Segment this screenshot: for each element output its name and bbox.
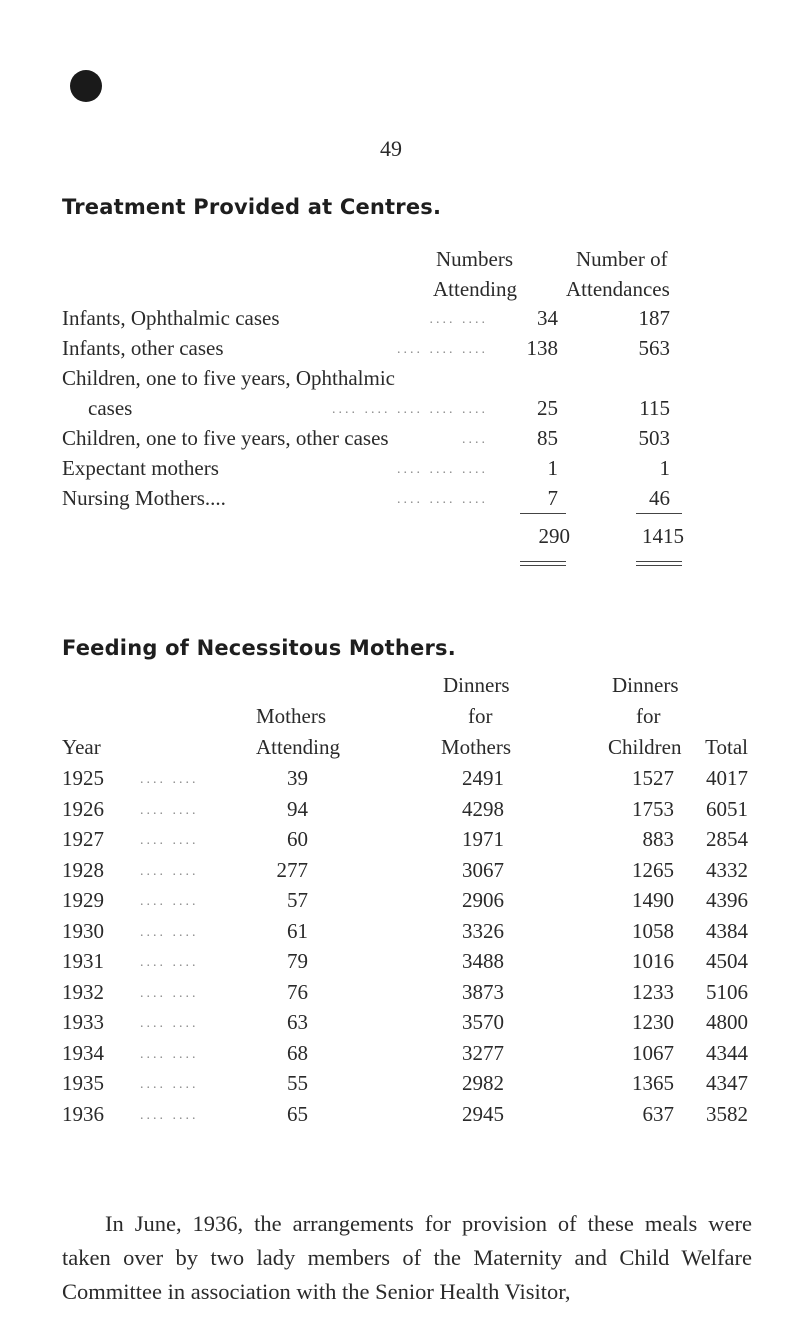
dinners-children-cell: 1265 (632, 857, 674, 882)
total-cell: 3582 (706, 1101, 748, 1126)
subtotal-rule (636, 513, 682, 514)
header-dinners-mothers-3: Mothers (441, 735, 511, 759)
total-cell: 4347 (706, 1071, 748, 1095)
total-cell: 4344 (706, 1040, 748, 1065)
dot-leader: .... .... (140, 1016, 199, 1031)
mothers-cell: 277 (276, 857, 308, 882)
header-dinners-mothers-2: for (468, 704, 493, 728)
dot-leader: .... .... .... (397, 492, 488, 507)
treatment-row-label-cont: cases (88, 396, 133, 420)
total-cell: 4396 (706, 888, 748, 912)
treatment-attendances-cell: 1 (659, 456, 670, 480)
total-cell: 4332 (706, 857, 748, 882)
treatment-attendances-cell: 115 (639, 396, 670, 420)
dinners-mothers-cell: 3570 (462, 1010, 504, 1034)
dinners-children-cell: 1058 (632, 918, 674, 943)
dot-leader: .... .... (140, 894, 199, 909)
dot-leader: .... .... (140, 924, 199, 940)
dinners-children-cell: 1490 (632, 888, 674, 912)
treatment-numbers-cell: 1 (547, 456, 558, 480)
year-cell: 1931 (62, 949, 104, 973)
treatment-numbers-cell: 85 (537, 426, 558, 450)
total-numbers: 290 (538, 524, 570, 548)
header-year: Year (62, 735, 101, 759)
mothers-cell: 57 (287, 888, 308, 912)
dinners-mothers-cell: 2491 (462, 766, 504, 790)
year-cell: 1936 (62, 1101, 104, 1126)
treatment-row-label: Infants, Ophthalmic cases (62, 306, 280, 330)
dot-leader: .... (462, 432, 488, 447)
treatment-row-label: Nursing Mothers.... (62, 486, 226, 510)
header-mothers-2: Attending (256, 735, 340, 759)
year-cell: 1926 (62, 796, 104, 821)
dot-leader: .... .... (140, 1107, 199, 1123)
treatment-attendances-cell: 503 (638, 426, 670, 450)
col-header-numbers-1: Numbers (436, 247, 513, 271)
treatment-attendances-cell: 187 (638, 306, 670, 330)
dinners-mothers-cell: 2945 (462, 1101, 504, 1126)
dot-leader: .... .... (140, 863, 199, 879)
subtotal-rule (520, 513, 566, 514)
dinners-children-cell: 883 (642, 827, 674, 851)
mothers-cell: 39 (287, 766, 308, 790)
mothers-cell: 68 (287, 1040, 308, 1065)
dot-leader: .... .... (140, 833, 199, 848)
dinners-mothers-cell: 3873 (462, 979, 504, 1004)
page-number: 49 (380, 136, 402, 161)
dinners-children-cell: 637 (642, 1101, 674, 1126)
ink-blot (70, 70, 102, 102)
dot-leader: .... .... (140, 985, 199, 1001)
dinners-children-cell: 1753 (632, 796, 674, 821)
dinners-children-cell: 1365 (632, 1071, 674, 1095)
dinners-mothers-cell: 3277 (462, 1040, 504, 1065)
dinners-children-cell: 1067 (632, 1040, 674, 1065)
header-dinners-children-2: for (636, 704, 661, 728)
total-cell: 4017 (706, 766, 748, 790)
dinners-mothers-cell: 1971 (462, 827, 504, 851)
treatment-title: Treatment Provided at Centres. (62, 195, 442, 219)
mothers-cell: 55 (287, 1071, 308, 1095)
treatment-row-label: Children, one to five years, other cases (62, 426, 389, 450)
treatment-numbers-cell: 7 (547, 486, 558, 510)
total-rule (520, 561, 566, 562)
header-mothers-1: Mothers (256, 704, 326, 728)
dot-leader: .... .... (140, 1046, 199, 1062)
year-cell: 1930 (62, 918, 104, 943)
col-header-attendances-2: Attendances (566, 277, 670, 301)
year-cell: 1935 (62, 1071, 104, 1095)
total-cell: 2854 (706, 827, 748, 851)
dinners-mothers-cell: 3326 (462, 918, 504, 943)
total-cell: 6051 (706, 796, 748, 821)
treatment-row-label: Expectant mothers (62, 456, 219, 480)
year-cell: 1928 (62, 857, 104, 882)
dinners-children-cell: 1016 (632, 949, 674, 973)
year-cell: 1929 (62, 888, 104, 912)
treatment-row-label: Infants, other cases (62, 336, 224, 360)
treatment-numbers-cell: 34 (537, 306, 558, 330)
treatment-numbers-cell: 25 (537, 396, 558, 420)
mothers-cell: 79 (287, 949, 308, 973)
header-dinners-children-1: Dinners (612, 673, 679, 697)
total-rule (520, 565, 566, 566)
total-attendances: 1415 (642, 524, 684, 548)
dinners-mothers-cell: 3067 (462, 857, 504, 882)
header-total: Total (705, 735, 748, 759)
treatment-numbers-cell: 138 (526, 336, 558, 360)
treatment-attendances-cell: 563 (638, 336, 670, 360)
total-cell: 5106 (706, 979, 748, 1004)
total-rule (636, 561, 682, 562)
total-cell: 4504 (706, 949, 748, 973)
year-cell: 1933 (62, 1010, 104, 1034)
dinners-children-cell: 1230 (632, 1010, 674, 1034)
mothers-cell: 63 (287, 1010, 308, 1034)
col-header-numbers-2: Attending (433, 277, 517, 301)
total-cell: 4384 (706, 918, 748, 943)
dot-leader: .... .... (140, 1077, 199, 1092)
closing-paragraph: In June, 1936, the arrangements for provision of these meals were taken over by two lady members of the Maternity and Child Welfare Committee in association with the Senior Health Visitor, (62, 1211, 752, 1304)
mothers-cell: 76 (287, 979, 308, 1004)
mothers-cell: 61 (287, 918, 308, 943)
treatment-attendances-cell: 46 (649, 486, 670, 510)
year-cell: 1925 (62, 766, 104, 790)
header-dinners-mothers-1: Dinners (443, 673, 510, 697)
mothers-cell: 60 (287, 827, 308, 851)
dinners-children-cell: 1527 (632, 766, 674, 790)
dot-leader: .... .... (140, 802, 199, 818)
dinners-mothers-cell: 3488 (462, 949, 504, 973)
dot-leader: .... .... (140, 955, 199, 970)
mothers-cell: 65 (287, 1101, 308, 1126)
dot-leader: .... .... .... (397, 342, 488, 357)
dinners-mothers-cell: 4298 (462, 796, 504, 821)
treatment-row-label: Children, one to five years, Ophthalmic (62, 366, 395, 390)
year-cell: 1934 (62, 1040, 104, 1065)
mothers-cell: 94 (287, 796, 308, 821)
dot-leader: .... .... (429, 312, 488, 327)
header-dinners-children-3: Children (608, 735, 682, 759)
total-cell: 4800 (706, 1010, 748, 1034)
dinners-children-cell: 1233 (632, 979, 674, 1004)
col-header-attendances-1: Number of (576, 247, 668, 271)
feeding-title: Feeding of Necessitous Mothers. (62, 636, 456, 660)
year-cell: 1927 (62, 827, 104, 851)
dot-leader: .... .... .... (397, 462, 488, 477)
dot-leader: .... .... .... .... .... (332, 402, 488, 417)
dinners-mothers-cell: 2982 (462, 1071, 504, 1095)
dinners-mothers-cell: 2906 (462, 888, 504, 912)
dot-leader: .... .... (140, 772, 199, 787)
year-cell: 1932 (62, 979, 104, 1004)
total-rule (636, 565, 682, 566)
